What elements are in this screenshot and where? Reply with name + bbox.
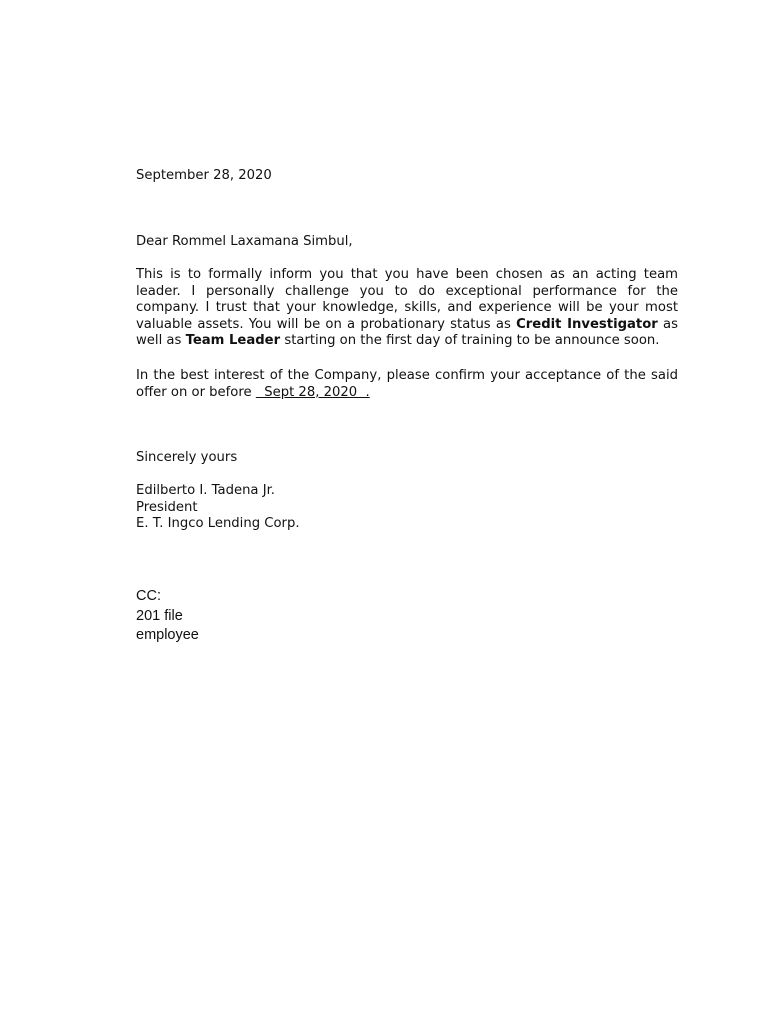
cc-block <box>136 587 678 646</box>
cc-label: CC: <box>136 588 161 604</box>
body-paragraph-2 <box>136 368 678 401</box>
position-team-leader: Team Leader <box>185 333 281 349</box>
closing: Sincerely yours <box>136 450 238 465</box>
paragraph-1-text-a: This is to formally inform you that you have been chosen as an acting team leader. I personally challenge you to do exceptional performance for the company. I trust that your knowledge, skills, and experience will be your most valuable assets. You will be on a probationary status as <box>136 267 678 332</box>
paragraph-1-text-b: as well as <box>136 316 678 349</box>
acceptance-deadline: Sept 28, 2020 . <box>255 384 370 400</box>
signature-block <box>136 483 678 533</box>
position-credit-investigator: Credit Investigator <box>516 316 658 332</box>
paragraph-1-text-c: starting on the first day of training to be announce soon. <box>280 333 660 349</box>
signatory-company: E. T. Ingco Lending Corp. <box>136 516 300 532</box>
signatory-title: President <box>136 499 198 515</box>
paragraph-2-text-a: In the best interest of the Company, please confirm your acceptance of the said offer on or before <box>136 368 678 400</box>
letter-date: September 28, 2020 <box>136 168 272 183</box>
cc-item: 201 file <box>136 607 183 624</box>
cc-item: employee <box>136 627 199 644</box>
salutation: Dear Rommel Laxamana Simbul, <box>136 234 353 249</box>
body-paragraph-1 <box>136 267 678 350</box>
signatory-name: Edilberto I. Tadena Jr. <box>136 483 275 498</box>
